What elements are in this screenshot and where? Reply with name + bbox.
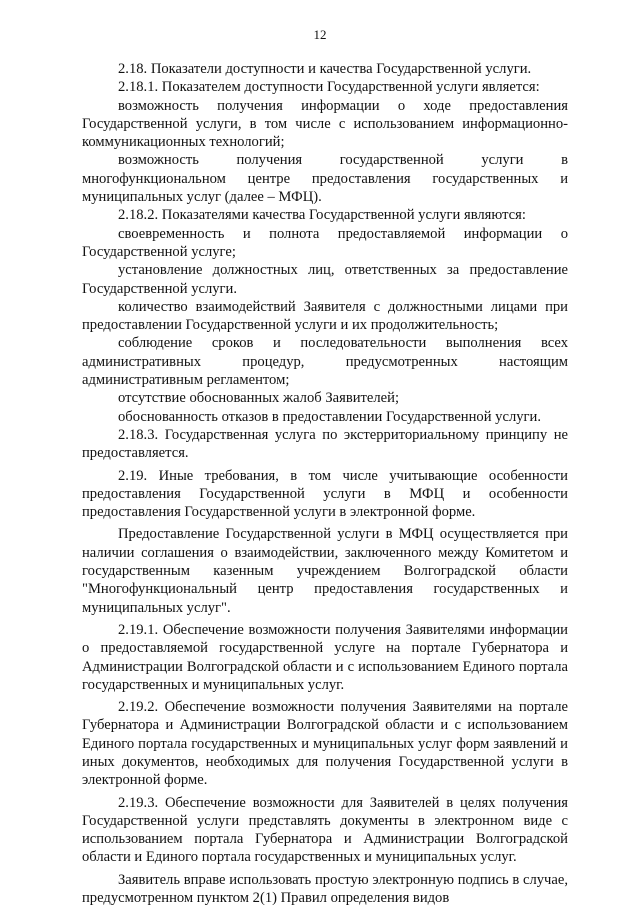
paragraph: Предоставление Государственной услуги в МФЦ осуществляется при наличии соглашения о взаимодействии, заключенного между Комитетом и государственным казенным учреждением Волгоградской области "Многофункциональный центр предоставления государственных и муниципальных услуг". [82,526,568,616]
document-body [82,60,568,907]
paragraph: установление должностных лиц, ответственных за предоставление Государственной услуги. [82,262,568,297]
paragraph: 2.19.3. Обеспечение возможности для Заявителей в целях получения Государственной услуги представлять документы в электронном виде с использованием портала Губернатора и Администрации Волгоградской области и Единого портала государственных и муниципальных услуг. [82,794,568,866]
paragraph: 2.18. Показатели доступности и качества Государственной услуги. [118,61,532,77]
paragraph: 2.19.2. Обеспечение возможности получения Заявителями на портале Губернатора и Администрации Волгоградской области и с использованием Единого портала государственных и муниципальных услуг форм заявлений и иных документов, необходимых для получения Государственной услуги в электронной форме. [82,699,568,789]
page-number: 12 [313,27,327,42]
paragraph: количество взаимодействий Заявителя с должностными лицами при предоставлении Государственной услуги и их продолжительность; [82,298,568,334]
paragraph: возможность получения информации о ходе предоставления Государственной услуги, в том числе с использованием информационно-коммуникационных технологий; [82,97,568,151]
paragraph: соблюдение сроков и последовательности выполнения всех административных процедур, предусмотренных настоящим административным регламентом; [82,335,568,389]
paragraph: 2.18.2. Показателями качества Государственной услуги являются: [118,207,526,224]
paragraph: отсутствие обоснованных жалоб Заявителей; [118,390,400,407]
paragraph: своевременность и полнота предоставляемой информации о Государственной услуге; [82,225,568,260]
paragraph: 2.19.1. Обеспечение возможности получения Заявителями информации о предоставляемой государственной услуге на портале Губернатора и Администрации Волгоградской области и с использованием Единого портала государственных и муниципальных услуг. [82,621,568,693]
paragraph: 2.18.3. Государственная услуга по экстерриториальному принципу не предоставляется. [82,426,568,462]
paragraph: 2.18.1. Показателем доступности Государственной услуги является: [118,79,540,96]
paragraph: возможность получения государственной услуги в многофункциональном центре предоставления государственных и муниципальных услуг (далее – МФЦ). [82,152,568,206]
paragraph: 2.19. Иные требования, в том числе учитывающие особенности предоставления Государственной услуги в МФЦ и особенности предоставления Государственной услуги в электронной форме. [82,467,568,521]
paragraph: обоснованность отказов в предоставлении Государственной услуги. [118,408,541,425]
paragraph: Заявитель вправе использовать простую электронную подпись в случае, предусмотренном пунктом 2(1) Правил определения видов [82,871,568,907]
